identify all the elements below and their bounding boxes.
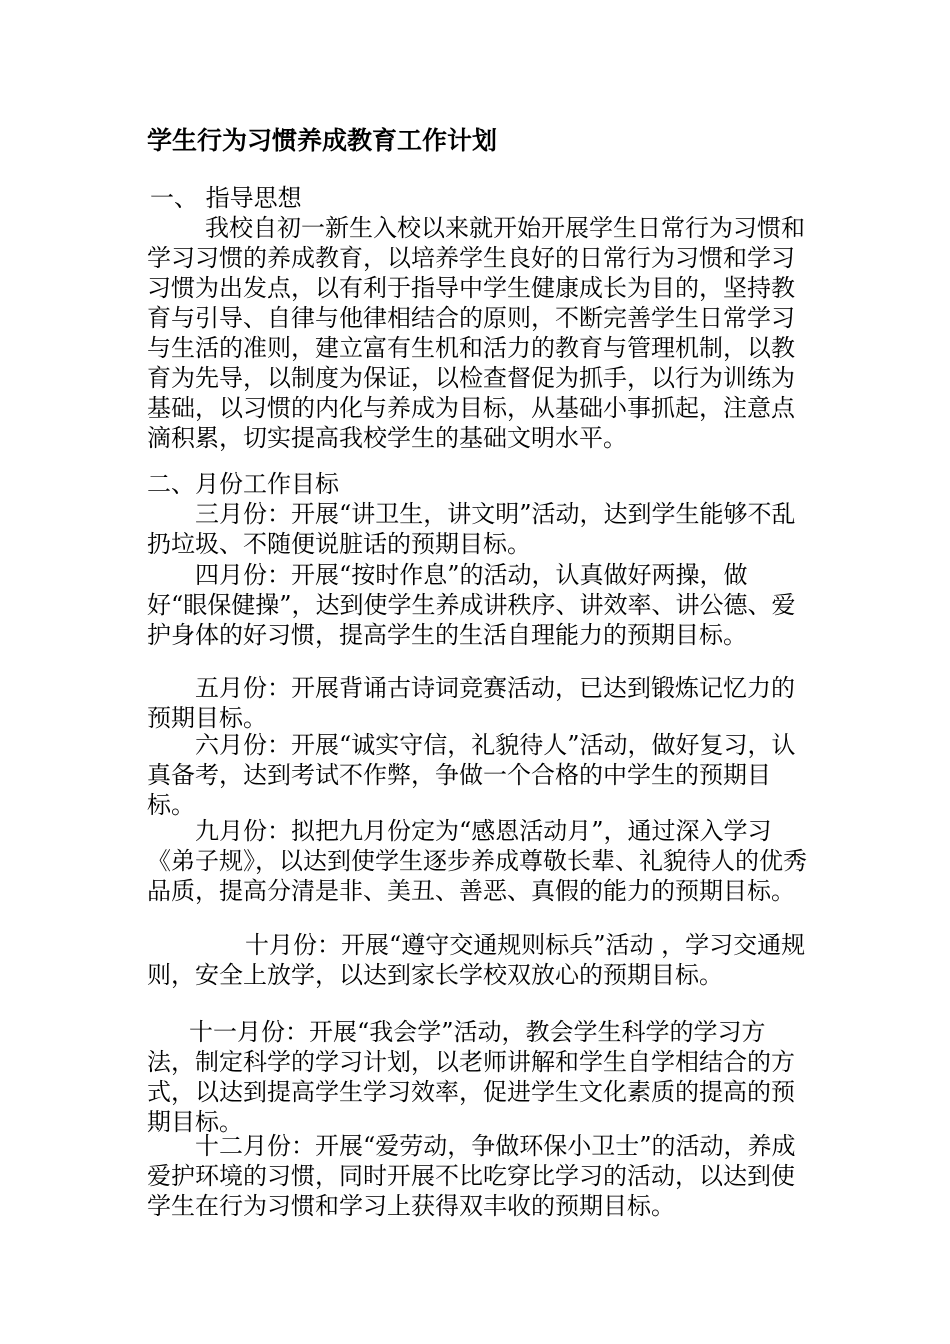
paragraph-march <box>147 499 807 559</box>
paragraph-september <box>147 816 807 906</box>
paragraph-april <box>147 560 807 650</box>
paragraph-text: 十一月份：开展“我会学”活动，教会学生科学的学习方法，制定科学的学习计划，以老师讲解和学生自学相结合的方式，以达到提高学生学习效率，促进学生文化素质的提高的预期目标。 <box>147 1018 795 1136</box>
paragraph-text: 十二月份：开展“爱劳动，争做环保小卫士”的活动，养成爱护环境的习惯，同时开展不比吃穿比学习的活动，以达到使学生在行为习惯和学习上获得双丰收的预期目标。 <box>147 1132 796 1220</box>
paragraph-text: 九月份：拟把九月份定为“感恩活动月”，通过深入学习《弟子规》，以达到使学生逐步养成尊敬长辈、礼貌待人的优秀品质，提高分清是非、美丑、善恶、真假的能力的预期目标。 <box>147 817 807 905</box>
paragraph-text: 五月份：开展背诵古诗词竞赛活动，已达到锻炼记忆力的预期目标。 <box>147 674 795 732</box>
section-heading-guiding-thought: 一、 指导思想 <box>150 184 302 212</box>
paragraph-october <box>147 930 807 990</box>
paragraph-text: 六月份：开展“诚实守信，礼貌待人”活动，做好复习，认真备考，达到考试不作弊，争做一个合格的中学生的预期目标。 <box>147 731 796 819</box>
section-heading-monthly-goals: 二、月份工作目标 <box>147 470 339 498</box>
paragraph-text: 三月份：开展“讲卫生，讲文明”活动，达到学生能够不乱扔垃圾、不随便说脏话的预期目标。 <box>147 500 796 558</box>
paragraph-june <box>147 730 807 820</box>
paragraph-december <box>147 1131 807 1221</box>
paragraph-guiding-thought <box>147 213 807 453</box>
paragraph-text: 十月份：开展“遵守交通规则标兵”活动 ，学习交通规则，安全上放学，以达到家长学校双放心的预期目标。 <box>147 931 806 989</box>
paragraph-text: 我校自初一新生入校以来就开始开展学生日常行为习惯和学习习惯的养成教育，以培养学生良好的日常行为习惯和学习习惯为出发点，以有利于指导中学生健康成长为目的，坚持教育与引导、自律与他律相结合的原则，不断完善学生日常学习与生活的准则，建立富有生机和活力的教育与管理机制，以教育为先导，以制度为保证，以检查督促为抓手，以行为训练为基础，以习惯的内化与养成为目标，从基础小事抓起，注意点滴积累，切实提高我校学生的基础文明水平。 <box>147 214 805 452</box>
paragraph-november <box>147 1017 807 1137</box>
document-title: 学生行为习惯养成教育工作计划 <box>147 126 498 155</box>
paragraph-may <box>147 673 807 733</box>
paragraph-text: 四月份：开展“按时作息”的活动，认真做好两操，做好“眼保健操”，达到使学生养成讲秩序、讲效率、讲公德、爱护身体的好习惯，提高学生的生活自理能力的预期目标。 <box>147 561 796 649</box>
